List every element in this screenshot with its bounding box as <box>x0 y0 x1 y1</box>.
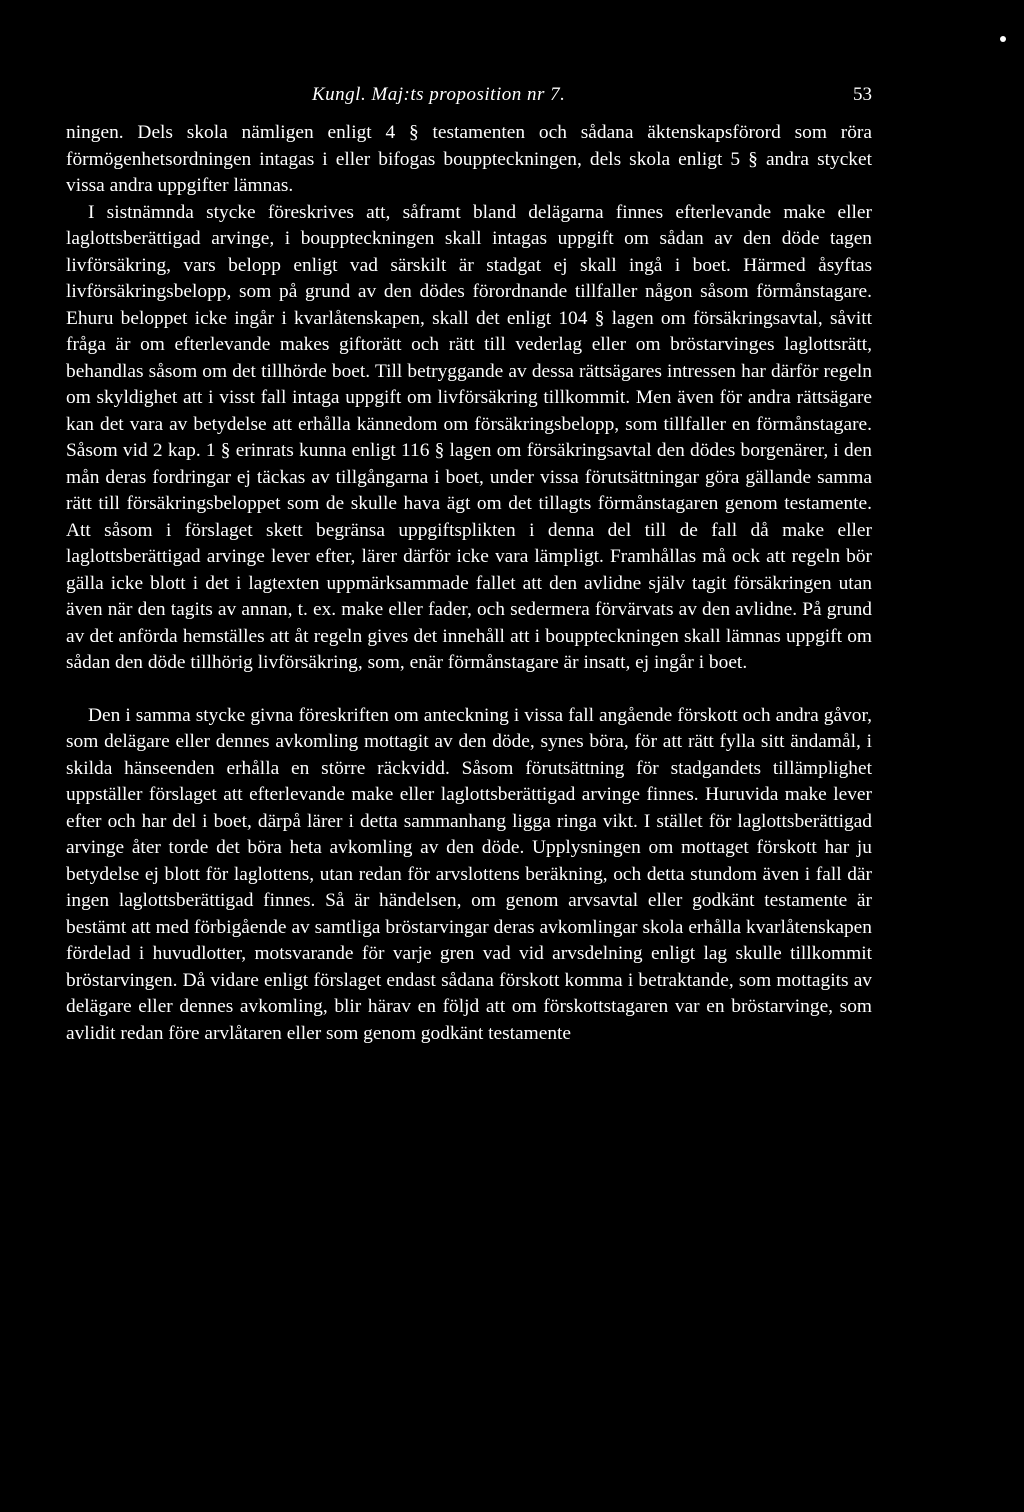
paragraph-1: ningen. Dels skola nämligen enligt 4 § testamenten och sådana äktenskapsförord som röra förmögenhetsordningen intagas i eller bifogas bouppteckningen, dels skola enligt 5 § andra stycket vissa andra uppgifter lämnas. <box>66 122 872 196</box>
page-header <box>66 78 872 112</box>
body-text <box>66 120 872 1047</box>
paragraph-2: I sistnämnda stycke föreskrives att, såframt bland delägarna finnes efterlevande make eller laglottsberättigad arvinge, i bouppteckningen skall intagas uppgift om sådan av den döde tagen livförsäkring, vars belopp enligt vad särskilt är stadgat ej skall ingå i boet. Härmed åsyftas livförsäkringsbelopp, som på grund av den dödes förordnande tillfaller någon såsom förmånstagare. Ehuru beloppet icke ingår i kvarlåtenskapen, skall det enligt 104 § lagen om försäkringsavtal, såvitt fråga är om efterlevande makes giftorätt och rätt till vederlag eller om bröstarvinges laglottsrätt, behandlas såsom om det tillhörde boet. Till betryggande av dessa rättsägares intressen har därför regeln om skyldighet att i visst fall intaga uppgift om livförsäkring tillkommit. Men även för andra rättsägare kan det vara av betydelse att erhålla kännedom om försäkringsbelopp, som tillfaller en förmånstagare. Såsom vid 2 kap. 1 § erinrats kunna enligt 116 § lagen om försäkringsavtal den dödes borgenärer, i den mån deras fordringar ej täckas av tillgångarna i boet, under vissa förutsättningar göra gällande samma rätt till försäkringsbeloppet som de skulle hava ägt om det tillagts förmånstagaren genom testamente. Att såsom i förslaget skett begränsa uppgiftsplikten i denna del till de fall då make eller laglottsberättigad arvinge lever efter, lärer därför icke vara lämpligt. Framhållas må ock att regeln bör gälla icke blott i det i lagtexten uppmärksammade fallet att den avlidne själv tagit försäkringen utan även när den tagits av annan, t. ex. make eller fader, och sedermera förvärvats av den avlidne. På grund av det anförda hemställes att åt regeln gives det innehåll att i bouppteckningen skall lämnas uppgift om sådan den döde tillhörig livförsäkring, som, enär förmånstagare är insatt, ej ingår i boet. <box>66 201 872 673</box>
paragraph-3: Den i samma stycke givna föreskriften om anteckning i vissa fall angående förskott och andra gåvor, som delägare eller dennes avkomling mottagit av den döde, synes böra, för att rätt fylla sitt ändamål, i skilda hänseenden erhålla en större räckvidd. Såsom förutsättning för stadgandets tillämplighet uppställer förslaget att efterlevande make eller laglottsberättigad arvinge finnes. Huruvida make lever efter och har del i boet, därpå lärer i detta sammanhang ligga ringa vikt. I stället för laglottsberättigad arvinge åter torde det böra heta avkomling av den döde. Upplysningen om mottaget förskott har ju betydelse ej blott för laglottens, utan redan för arvslottens beräkning, och detta stundom även i fall där ingen laglottsberättigad finnes. Så är händelsen, om genom arvsavtal eller godkänt testamente är bestämt att med förbigående av samtliga bröstarvingar deras avkomlingar skola erhålla kvarlåtenskapen fördelad i huvudlotter, motsvarande för varje gren vad vid arvsdelning enligt lag skulle tillkommit bröstarvingen. Då vidare enligt förslaget endast sådana förskott komma i betraktande, som mottagits av delägare eller dennes avkomling, blir härav en följd att om förskottstagaren var en bröstarvinge, som avlidit redan före arvlåtaren eller som genom godkänt testamente <box>66 704 872 1044</box>
running-title: Kungl. Maj:ts proposition nr 7. <box>312 84 566 105</box>
ink-dot <box>1000 36 1006 42</box>
page-number: 53 <box>853 84 872 105</box>
